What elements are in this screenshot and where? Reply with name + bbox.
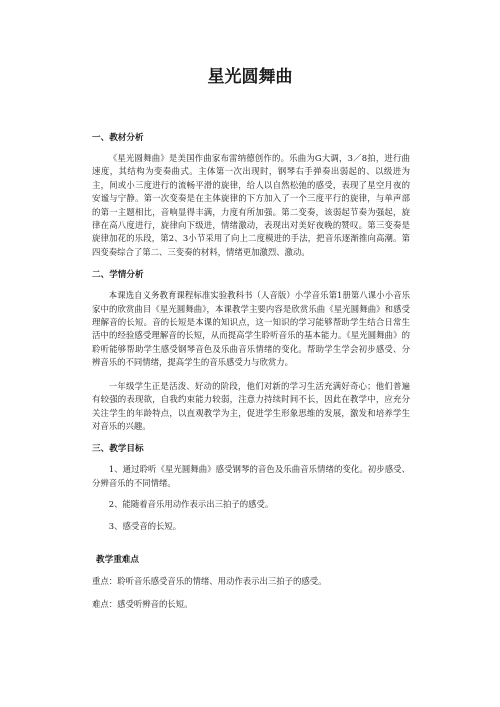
paragraph-textbook-analysis: 《星光圆舞曲》是美国作曲家布雷纳德创作的。乐曲为G大调，3／8拍，进行曲速度，其结构为变奏曲式。主体第一次出现时，钢琴右手弹奏出弱起的、以级进为主，间或小三度进行的流畅平滑的旋律，给人以自然松弛的感受，表现了星空月夜的安谧与宁静。第一次变奏是在主体旋律的下方加入了一个三度平行的旋律，与单声部的第一主题相比，音响显得丰满，力度有所加强。第二变奏，该弱起节奏为强起，旋律在高八度进行，旋律向下级进，情绪激动，表现出对美好夜晚的赞叹。第三变奏是旋律加花的乐段，第2、3小节采用了向上二度模进的手法，把音乐逐渐推向高潮。第四变奏综合了第二、三变奏的材料，情绪更加激烈、激动。: [92, 153, 410, 257]
section-heading-teaching-goals: 三、教学目标: [92, 444, 144, 455]
document-title: 星光圆舞曲: [207, 67, 293, 87]
paragraph-student-analysis-2: 一年级学生正是活泼、好动的阶段，他们对新的学习生活充满好奇心；他们普遍有较强的表现欲，自我约束能力较弱，注意力持续时间不长，因此在教学中，应充分关注学生的年龄特点，以直观教学为主，促进学生形象思维的发展，激发和培养学生对音乐的兴趣。: [92, 380, 410, 431]
key-point-line: 重点：聆听音乐感受音乐的情绪、用动作表示出三拍子的感受。: [92, 575, 327, 586]
document-body: [92, 132, 410, 622]
difficult-point-line: 难点：感受听辨音的长短。: [92, 599, 193, 610]
section-heading-textbook-analysis: 一、教材分析: [92, 133, 144, 143]
teaching-goal-3: 3、感受音的长短。: [108, 520, 182, 531]
section-heading-student-analysis: 二、学情分析: [92, 270, 144, 281]
teaching-goal-1: 1、通过聆听《星光圆舞曲》感受钢琴的音色及乐曲音乐情绪的变化。初步感受、分辨音乐的不同情绪。: [92, 464, 410, 488]
teaching-goal-2: 2、能随着音乐用动作表示出三拍子的感受。: [108, 499, 274, 510]
paragraph-student-analysis-1: 本课选自义务教育课程标准实验教科书（人音版）小学音乐第1册第八课小小音乐家中的欣赏曲目《星光圆舞曲》，本课教学主要内容是欣赏乐曲《星光圆舞曲》和感受理解音的长短。音的长短是本课的知识点，这一知识的学习能够帮助学生结合日常生活中的经验感受理解音的长短，从而提高学生聆听音乐的基本能力。《星光圆舞曲》的聆听能够帮助学生感受钢琴音色及乐曲音乐情绪的变化。帮助学生学会初步感受、分辨音乐的不同情绪，提高学生的音乐感受力与欣赏力。: [92, 290, 410, 368]
key-difficult-heading: 教学重难点: [96, 554, 139, 565]
